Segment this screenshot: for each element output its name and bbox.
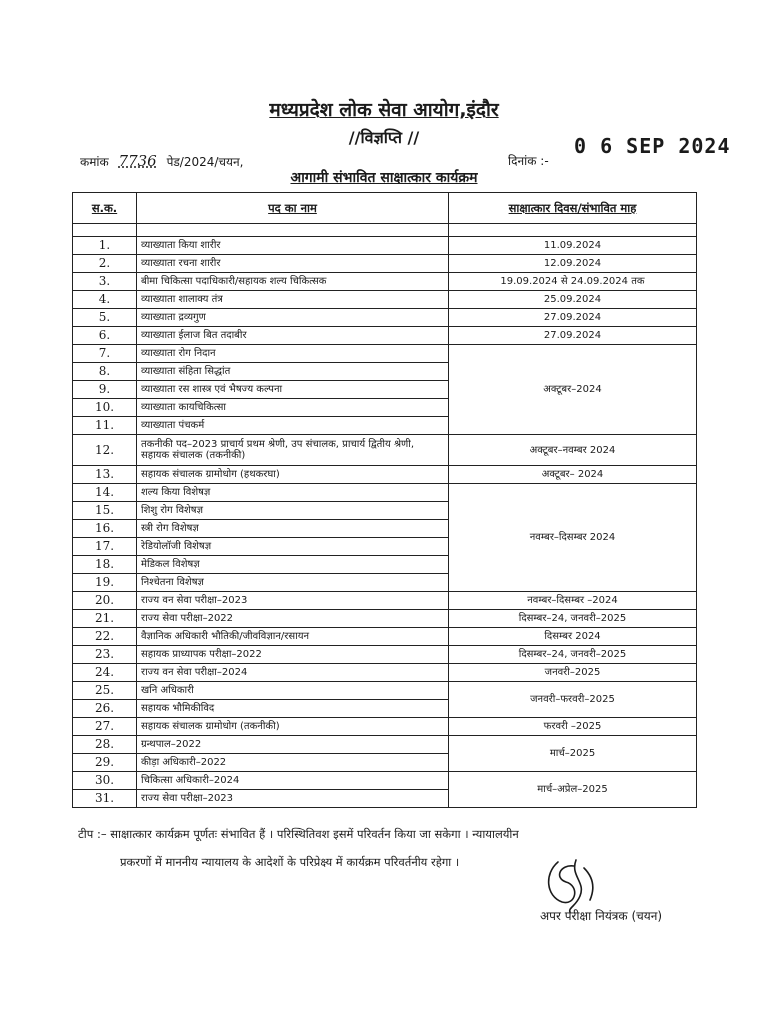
note-line-1: टीप :– साक्षात्कार कार्यक्रम पूर्णतः संभावित हैं । परिस्थितिवश इसमें परिवर्तन किया जा सकेगा । न्यायालयीन bbox=[78, 827, 519, 841]
post-cell: स्त्री रोग विशेषज्ञ bbox=[137, 520, 449, 538]
post-cell: सहायक संचालक ग्रामोधोग (तकनीकी) bbox=[137, 718, 449, 736]
spacer-row bbox=[73, 224, 697, 237]
table-row bbox=[73, 610, 697, 628]
table-row bbox=[73, 327, 697, 345]
table-row bbox=[73, 772, 697, 790]
serial-cell: 21. bbox=[73, 610, 137, 628]
post-cell: शिशु रोग विशेषज्ञ bbox=[137, 502, 449, 520]
table-row bbox=[73, 309, 697, 327]
post-cell: व्याख्याता ईलाज बित तदाबीर bbox=[137, 327, 449, 345]
signature-mark bbox=[540, 856, 610, 914]
post-cell: चिकित्सा अधिकारी–2024 bbox=[137, 772, 449, 790]
post-cell: वैज्ञानिक अधिकारी भौतिकी/जीवविज्ञान/रसायन bbox=[137, 628, 449, 646]
header-post: पद का नाम bbox=[137, 193, 449, 224]
header-serial: स.क. bbox=[73, 193, 137, 224]
commission-title: मध्यप्रदेश लोक सेवा आयोग,इंदौर bbox=[269, 99, 499, 121]
serial-cell: 17. bbox=[73, 538, 137, 556]
serial-cell: 5. bbox=[73, 309, 137, 327]
serial-cell: 30. bbox=[73, 772, 137, 790]
serial-cell: 24. bbox=[73, 664, 137, 682]
post-cell: व्याख्याता संहिता सिद्धांत bbox=[137, 363, 449, 381]
serial-cell: 10. bbox=[73, 399, 137, 417]
serial-cell: 19. bbox=[73, 574, 137, 592]
date-cell: 11.09.2024 bbox=[449, 237, 697, 255]
serial-cell: 1. bbox=[73, 237, 137, 255]
serial-cell: 14. bbox=[73, 484, 137, 502]
serial-cell: 11. bbox=[73, 417, 137, 435]
post-cell: व्याख्याता रोग निदान bbox=[137, 345, 449, 363]
post-cell: व्याख्याता किया शारीर bbox=[137, 237, 449, 255]
date-cell: दिसम्बर–24, जनवरी–2025 bbox=[449, 646, 697, 664]
serial-cell: 8. bbox=[73, 363, 137, 381]
post-cell: सहायक प्राध्यापक परीक्षा–2022 bbox=[137, 646, 449, 664]
date-stamp: 0 6 SEP 2024 bbox=[574, 134, 731, 158]
table-row bbox=[73, 237, 697, 255]
serial-cell: 4. bbox=[73, 291, 137, 309]
table-row bbox=[73, 466, 697, 484]
serial-cell: 12. bbox=[73, 435, 137, 466]
date-cell: दिसम्बर 2024 bbox=[449, 628, 697, 646]
date-cell: 12.09.2024 bbox=[449, 255, 697, 273]
date-cell: मार्च–अप्रेल–2025 bbox=[449, 772, 697, 808]
table-row bbox=[73, 682, 697, 700]
post-cell: कीड़ा अधिकारी–2022 bbox=[137, 754, 449, 772]
serial-cell: 23. bbox=[73, 646, 137, 664]
serial-cell: 7. bbox=[73, 345, 137, 363]
serial-cell: 26. bbox=[73, 700, 137, 718]
serial-cell: 22. bbox=[73, 628, 137, 646]
serial-cell: 6. bbox=[73, 327, 137, 345]
post-cell: शल्य किया विशेषज्ञ bbox=[137, 484, 449, 502]
post-cell: व्याख्याता कायचिकित्सा bbox=[137, 399, 449, 417]
date-cell: 27.09.2024 bbox=[449, 327, 697, 345]
date-cell: 19.09.2024 से 24.09.2024 तक bbox=[449, 273, 697, 291]
note-line-2: प्रकरणों में माननीय न्यायालय के आदेशों के परिप्रेक्ष्य में कार्यक्रम परिवर्तनीय रहेगा । bbox=[120, 855, 460, 869]
serial-cell: 29. bbox=[73, 754, 137, 772]
table-row bbox=[73, 718, 697, 736]
table-row bbox=[73, 736, 697, 754]
header-date: साक्षात्कार दिवस/संभावित माह bbox=[449, 193, 697, 224]
serial-cell: 31. bbox=[73, 790, 137, 808]
table-row bbox=[73, 484, 697, 502]
table-row bbox=[73, 628, 697, 646]
table-row bbox=[73, 273, 697, 291]
serial-cell: 9. bbox=[73, 381, 137, 399]
post-cell: व्याख्याता रचना शारीर bbox=[137, 255, 449, 273]
date-cell: अक्टूबर– 2024 bbox=[449, 466, 697, 484]
serial-cell: 25. bbox=[73, 682, 137, 700]
table-row bbox=[73, 592, 697, 610]
signatory-title: अपर परीक्षा नियंत्रक (चयन) bbox=[540, 909, 663, 923]
schedule-subtitle: आगामी संभावित साक्षात्कार कार्यक्रम bbox=[290, 170, 478, 186]
post-cell: बीमा चिकित्सा पदाधिकारी/सहायक शल्य चिकित्सक bbox=[137, 273, 449, 291]
serial-cell: 18. bbox=[73, 556, 137, 574]
post-cell: सहायक संचालक ग्रामोधोग (हथकरघा) bbox=[137, 466, 449, 484]
serial-cell: 2. bbox=[73, 255, 137, 273]
post-cell: राज्य वन सेवा परीक्षा–2023 bbox=[137, 592, 449, 610]
serial-cell: 20. bbox=[73, 592, 137, 610]
serial-cell: 28. bbox=[73, 736, 137, 754]
date-cell: नवम्बर–दिसम्बर 2024 bbox=[449, 484, 697, 592]
table-row bbox=[73, 435, 697, 466]
date-cell: फरवरी –2025 bbox=[449, 718, 697, 736]
serial-cell: 15. bbox=[73, 502, 137, 520]
post-cell: राज्य वन सेवा परीक्षा–2024 bbox=[137, 664, 449, 682]
ref-suffix: पेड/2024/चयन, bbox=[166, 155, 244, 169]
date-cell: अक्टूबर–नवम्बर 2024 bbox=[449, 435, 697, 466]
serial-cell: 3. bbox=[73, 273, 137, 291]
date-cell: जनवरी–2025 bbox=[449, 664, 697, 682]
ref-number: 7736 bbox=[118, 152, 157, 170]
table-row bbox=[73, 646, 697, 664]
post-cell: ग्रन्थपाल–2022 bbox=[137, 736, 449, 754]
ref-label: कमांक bbox=[80, 155, 109, 169]
date-cell: 25.09.2024 bbox=[449, 291, 697, 309]
date-cell: अक्टूबर–2024 bbox=[449, 345, 697, 435]
table-row bbox=[73, 291, 697, 309]
post-cell: निश्चेतना विशेषज्ञ bbox=[137, 574, 449, 592]
post-cell: व्याख्याता रस शास्त्र एवं भैषज्य कल्पना bbox=[137, 381, 449, 399]
post-cell: सहायक भौमिकीविद bbox=[137, 700, 449, 718]
table-row bbox=[73, 664, 697, 682]
post-cell: रेडियोलॉजी विशेषज्ञ bbox=[137, 538, 449, 556]
post-cell: राज्य सेवा परीक्षा–2022 bbox=[137, 610, 449, 628]
date-cell: दिसम्बर–24, जनवरी–2025 bbox=[449, 610, 697, 628]
post-cell: व्याख्याता पंचकर्म bbox=[137, 417, 449, 435]
post-cell: तकनीकी पद–2023 प्राचार्य प्रथम श्रेणी, उप संचालक, प्राचार्य द्वितीय श्रेणी, सहायक संचालक (तकनीकी) bbox=[137, 435, 449, 466]
post-cell: मेडिकल विशेषज्ञ bbox=[137, 556, 449, 574]
date-cell: 27.09.2024 bbox=[449, 309, 697, 327]
post-cell: राज्य सेवा परीक्षा–2023 bbox=[137, 790, 449, 808]
date-cell: मार्च–2025 bbox=[449, 736, 697, 772]
date-cell: नवम्बर–दिसम्बर –2024 bbox=[449, 592, 697, 610]
post-cell: व्याख्याता शालाक्य तंत्र bbox=[137, 291, 449, 309]
notice-heading: //विज्ञप्ति // bbox=[348, 128, 420, 147]
table-row bbox=[73, 255, 697, 273]
table-header-row bbox=[73, 193, 697, 224]
interview-schedule-table bbox=[72, 192, 697, 808]
table-row bbox=[73, 345, 697, 363]
post-cell: व्याख्याता द्रव्यगुण bbox=[137, 309, 449, 327]
date-cell: जनवरी–फरवरी–2025 bbox=[449, 682, 697, 718]
post-cell: खनि अधिकारी bbox=[137, 682, 449, 700]
date-label: दिनांक :- bbox=[508, 154, 549, 168]
serial-cell: 16. bbox=[73, 520, 137, 538]
serial-cell: 13. bbox=[73, 466, 137, 484]
serial-cell: 27. bbox=[73, 718, 137, 736]
